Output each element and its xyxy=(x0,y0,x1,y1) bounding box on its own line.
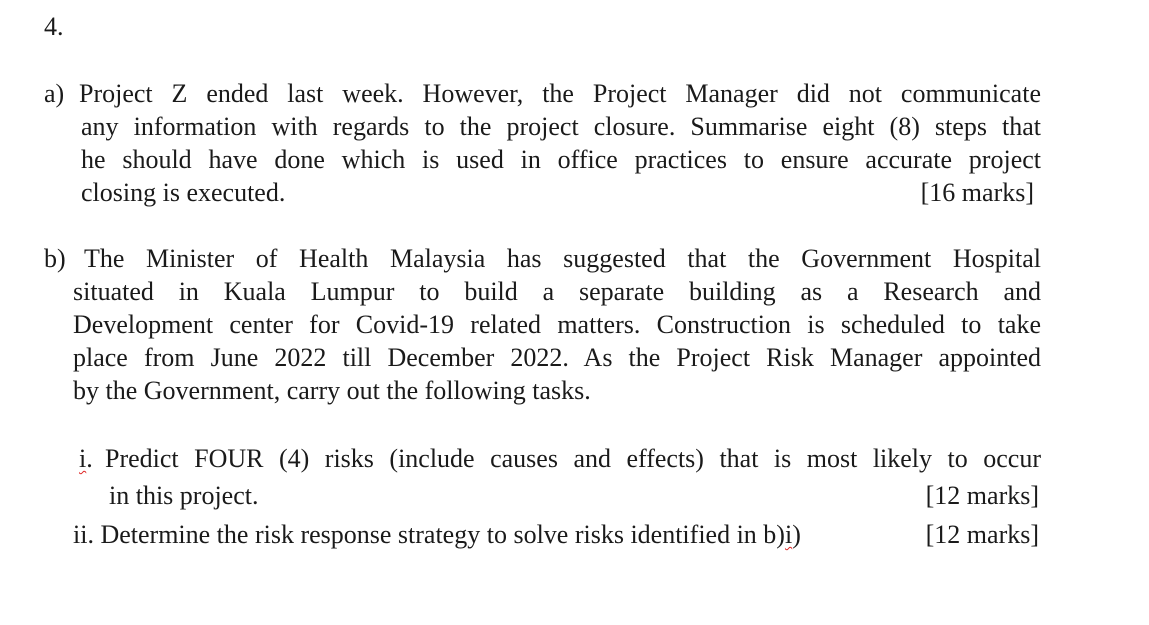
part-a-label: a) xyxy=(44,79,65,108)
part-a-line-3: he should have done which is used in office practices to ensure accurate project xyxy=(81,145,1041,174)
part-a-line-1: Project Z ended last week. However, the Project Manager did not communicate xyxy=(79,79,1041,108)
task-ii-line xyxy=(73,518,801,551)
task-ii-ref: i xyxy=(784,520,793,549)
part-a-last-line: closing is executed. xyxy=(81,178,286,207)
task-ii-marks: [12 marks] xyxy=(925,520,1039,549)
part-b-line-1: The Minister of Health Malaysia has suggested that the Government Hospital xyxy=(84,244,1041,273)
task-ii-numeral: ii. xyxy=(73,520,94,549)
part-b-line-4: place from June 2022 till December 2022. As the Project Risk Manager appointed xyxy=(73,343,1041,372)
task-i-numeral-suffix: . xyxy=(86,444,93,473)
task-i-line-1: Predict FOUR (4) risks (include causes and effects) that is most likely to occur xyxy=(105,444,1041,473)
task-i-numeral-text: i xyxy=(79,444,87,473)
part-a-line-2: any information with regards to the project closure. Summarise eight (8) steps that xyxy=(81,112,1041,141)
task-i-line-2: in this project. xyxy=(109,481,259,510)
task-i-numeral xyxy=(79,442,93,475)
question-number: 4. xyxy=(44,12,64,41)
part-b-line-2: situated in Kuala Lumpur to build a separate building as a Research and xyxy=(73,277,1041,306)
part-b-line-3: Development center for Covid-19 related matters. Construction is scheduled to take xyxy=(73,310,1041,339)
part-b-last-line: by the Government, carry out the following tasks. xyxy=(73,376,591,405)
task-i-marks: [12 marks] xyxy=(925,481,1039,510)
part-a-marks: [16 marks] xyxy=(920,178,1034,207)
task-ii-suffix: ) xyxy=(792,520,801,549)
task-ii-text: Determine the risk response strategy to solve risks identified in b) xyxy=(100,520,785,549)
part-b-label: b) xyxy=(44,244,66,273)
